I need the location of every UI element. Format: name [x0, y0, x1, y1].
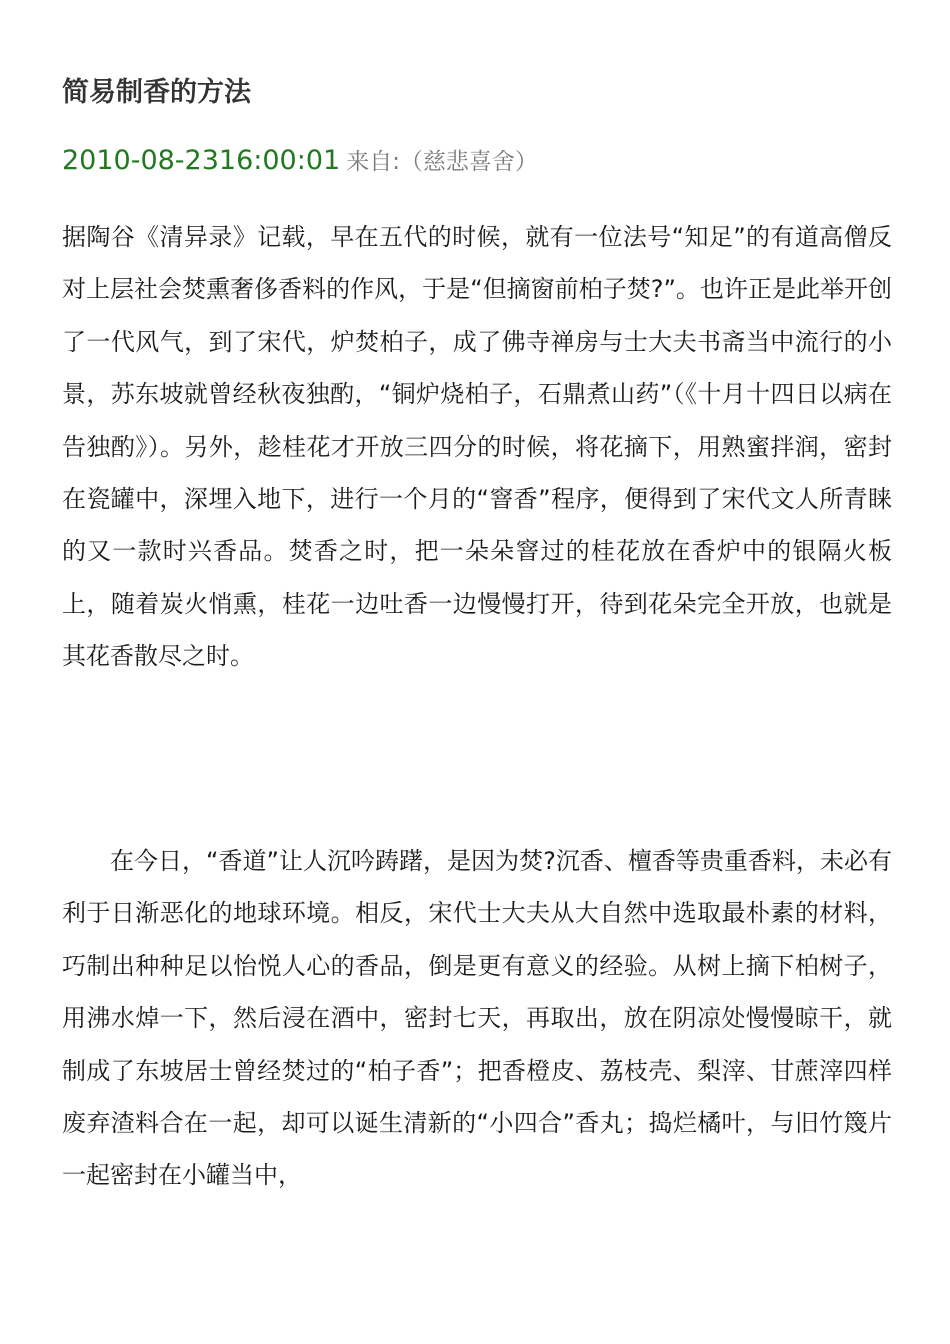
publish-date: 2010-08-2316:00:01	[62, 145, 341, 176]
paragraph: 在今日，“香道”让人沉吟踌躇，是因为焚?沉香、檀香等贵重香料，未必有利于日渐恶化的地球环境。相反，宋代士大夫从大自然中选取最朴素的材料，巧制出种种足以怡悦人心的香品，倒是更有意义的经验。从树上摘下柏树子，用沸水焯一下，然后浸在酒中，密封七天，再取出，放在阴凉处慢慢晾干，就制成了东坡居士曾经焚过的“柏子香”；把香橙皮、荔枝壳、梨滓、甘蔗滓四样废弃渣料合在一起，却可以诞生清新的“小四合”香丸；捣烂橘叶，与旧竹篾片一起密封在小罐当中，	[62, 847, 892, 1190]
article-source: 来自:（慈悲喜舍）	[346, 149, 538, 175]
article-meta	[62, 143, 538, 176]
article-title: 简易制香的方法	[62, 77, 251, 108]
paragraph: 据陶谷《清异录》记载，早在五代的时候，就有一位法号“知足”的有道高僧反对上层社会焚熏奢侈香料的作风，于是“但摘窗前柏子焚?”。也许正是此举开创了一代风气，到了宋代，炉焚柏子，成了佛寺禅房与士大夫书斋当中流行的小景，苏东坡就曾经秋夜独酌，“铜炉烧柏子，石鼎煮山药”（《十月十四日以病在告独酌》）。另外，趁桂花才开放三四分的时候，将花摘下，用熟蜜拌润，密封在瓷罐中，深埋入地下，进行一个月的“窨香”程序，便得到了宋代文人所青睐的又一款时兴香品。焚香之时，把一朵朵窨过的桂花放在香炉中的银隔火板上，随着炭火悄熏，桂花一边吐香一边慢慢打开，待到花朵完全开放，也就是其花香散尽之时。	[62, 223, 892, 671]
